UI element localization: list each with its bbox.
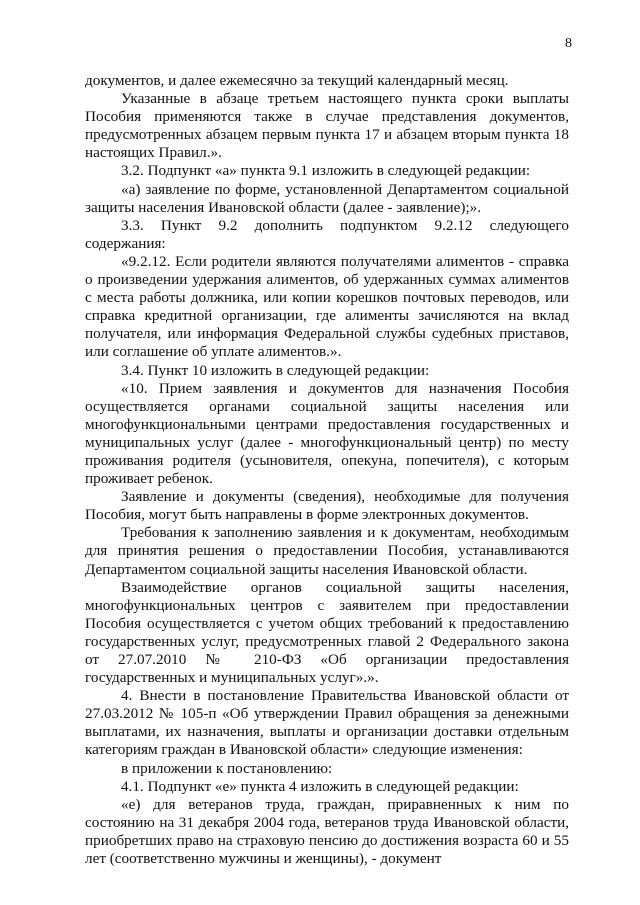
paragraph: Взаимодействие органов социальной защиты населения, многофункциональных центров с заявителем при предоставлении Пособия осуществляется с учетом общих требований к предоставлению государственных услуг, предусмотренных главой 2 Федерального закона от 27.07.2010 № 210-ФЗ «Об организации предоставления государственных и муниципальных услуг».». (85, 578, 569, 687)
paragraph: 3.2. Подпункт «а» пункта 9.1 изложить в следующей редакции: (121, 162, 531, 180)
paragraph: 3.4. Пункт 10 изложить в следующей редакции: (121, 361, 430, 379)
paragraph: документов, и далее ежемесячно за текущий календарный месяц. (85, 72, 509, 89)
paragraph: «а) заявление по форме, установленной Департаментом социальной защиты населения Ивановской области (далее - заявление);». (85, 180, 569, 216)
paragraph: Указанные в абзаце третьем настоящего пункта сроки выплаты Пособия применяются также в случае представления документов, предусмотренных абзацем первым пункта 17 и абзацем вторым пункта 18 настоящих Правил.». (85, 90, 569, 162)
paragraph: Требования к заполнению заявления и к документам, необходимым для принятия решения о предоставлении Пособия, устанавливаются Департаментом социальной защиты населения Ивановской области. (85, 524, 569, 578)
paragraph: в приложении к постановлению: (121, 759, 333, 777)
page-number: 8 (565, 36, 572, 51)
paragraph: Заявление и документы (сведения), необходимые для получения Пособия, могут быть направлены в форме электронных документов. (85, 488, 569, 524)
paragraph: 4.1. Подпункт «е» пункта 4 изложить в следующей редакции: (121, 777, 519, 795)
paragraph: 3.3. Пункт 9.2 дополнить подпунктом 9.2.12 следующего содержания: (85, 216, 569, 252)
paragraph: «10. Прием заявления и документов для назначения Пособия осуществляется органами социальной защиты населения или многофункциональными центрами предоставления государственных и муниципальных услуг (далее - многофункциональный центр) по месту проживания родителя (усыновителя, опекуна, попечителя), с которым проживает ребенок. (85, 379, 569, 488)
paragraph: «е) для ветеранов труда, граждан, приравненных к ним по состоянию на 31 декабря 2004 года, ветеранов труда Ивановской области, приобретших право на страховую пенсию до достижения возраста 60 и 55 лет (соответственно мужчины и женщины), - документ (85, 795, 569, 868)
paragraph: 4. Внести в постановление Правительства Ивановской области от 27.03.2012 № 105-п «Об утверждении Правил обращения за денежными выплатами, их назначения, выплаты и организации доставки отдельным категориям граждан в Ивановской области» следующие изменения: (85, 687, 569, 759)
paragraph: «9.2.12. Если родители являются получателями алиментов - справка о произведении удержания алиментов, об удержанных суммах алиментов с места работы должника, или копии корешков почтовых переводов, или справка кредитной организации, где алименты зачисляются на вклад получателя, или информация Федеральной службы судебных приставов, или соглашение об уплате алиментов.». (85, 252, 569, 361)
document-body (85, 72, 569, 868)
